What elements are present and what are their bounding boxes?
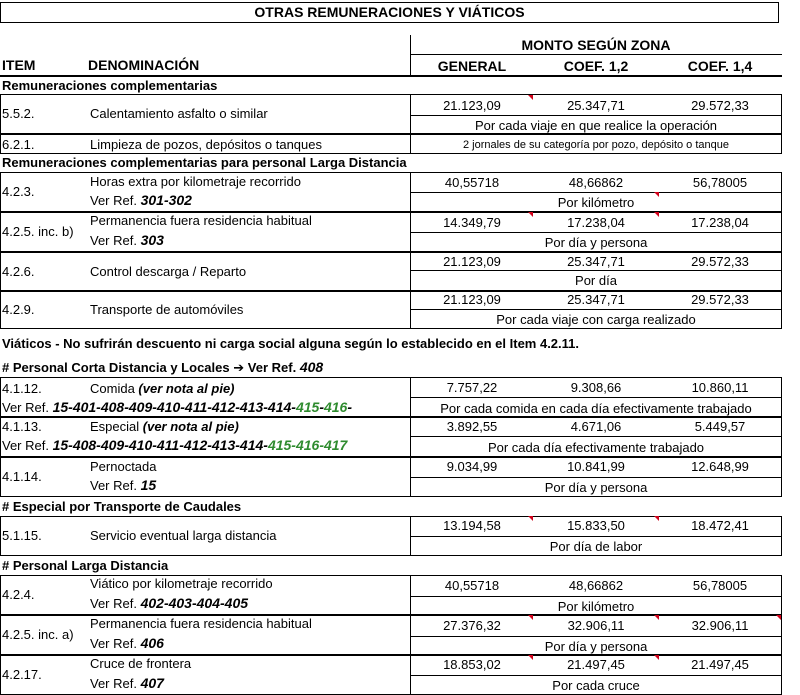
unit-note: Por día [575,273,617,288]
comment-marker [528,212,533,217]
value-coef12: 4.671,06 [570,419,622,434]
header-bottom-rule [0,75,782,77]
unit-note: Por día de labor [549,539,643,554]
rule [410,192,782,193]
rule [410,232,782,233]
unit-note: 2 jornales de su categoría por pozo, depósito o tanque [462,139,730,151]
header-coef14: COEF. 1,4 [687,58,753,74]
item-code: 4.2.5. inc. a) [2,627,74,642]
denomination: Calentamiento asfalto o similar [90,106,268,121]
denomination: Control descarga / Reparto [90,264,247,279]
section-larga-distancia: Remuneraciones complementarias para personal Larga Distancia [2,155,407,170]
value-general: 21.123,09 [443,292,501,307]
denomination: Especial (ver nota al pie) [90,419,239,434]
section-caudales: # Especial por Transporte de Caudales [2,499,242,514]
denomination: Pernoctada [90,459,157,474]
reference: Ver Ref. 15 [90,477,157,493]
header-coef12: COEF. 1,2 [563,58,629,74]
value-coef14: 29.572,33 [691,254,749,269]
value-coef14: 56,78005 [692,578,748,593]
comment-marker [528,95,533,100]
item-code: 4.1.14. [2,469,42,484]
rule [410,115,782,116]
reference: Ver Ref. 15-401-408-409-410-411-412-413-414-415-416- [2,399,353,415]
reference: Ver Ref. 301-302 [90,192,192,208]
unit-note: Por cada día efectivamente trabajado [487,440,705,455]
unit-note: Por kilómetro [557,599,635,614]
unit-note: Por cada viaje en que realice la operación [474,118,718,133]
value-coef14: 29.572,33 [691,98,749,113]
value-coef12: 25.347,71 [567,292,625,307]
unit-note: Por día y persona [544,639,648,654]
header-general: GENERAL [437,58,507,74]
rule [410,309,782,310]
reference: Ver Ref. 402-403-404-405 [90,595,249,611]
denomination: Horas extra por kilometraje recorrido [90,174,301,189]
denomination: Limpieza de pozos, depósitos o tanques [90,137,322,152]
value-general: 21.123,09 [443,254,501,269]
item-code: 4.1.12. [2,381,42,396]
unit-note: Por día y persona [544,235,648,250]
rule [410,636,782,637]
value-general: 18.853,02 [443,657,501,672]
table-title: OTRAS REMUNERACIONES Y VIÁTICOS [0,2,779,23]
comment-marker [654,192,659,197]
value-coef14: 32.906,11 [691,618,749,633]
denomination: Servicio eventual larga distancia [90,528,277,543]
rule [410,477,782,478]
value-coef12: 32.906,11 [567,618,625,633]
denomination: Permanencia fuera residencia habitual [90,616,312,631]
value-coef14: 18.472,41 [691,518,749,533]
value-coef12: 17.238,04 [567,215,625,230]
unit-note: Por kilómetro [557,195,635,210]
value-general: 21.123,09 [443,98,501,113]
item-code: 5.1.15. [2,528,42,543]
header-denominacion: DENOMINACIÓN [88,57,200,73]
unit-note: Por día y persona [544,480,648,495]
denomination: Permanencia fuera residencia habitual [90,213,312,228]
value-coef14: 12.648,99 [691,459,749,474]
header-item: ITEM [2,57,36,73]
item-code: 4.2.17. [2,667,42,682]
arrow-right-icon: ➔ [233,360,245,375]
rule [410,675,782,676]
denomination: Cruce de frontera [90,656,192,671]
value-coef14: 10.860,11 [691,380,749,395]
value-general: 3.892,55 [446,419,498,434]
header-rule [410,54,782,55]
value-coef14: 5.449,57 [694,419,746,434]
header-monto: MONTO SEGÚN ZONA [521,37,671,53]
value-coef12: 48,66862 [568,578,624,593]
value-coef12: 25.347,71 [567,254,625,269]
rule [410,596,782,597]
rule [410,270,782,271]
item-code: 4.1.13. [2,419,42,434]
item-code: 4.2.4. [2,587,35,602]
value-coef14: 17.238,04 [691,215,749,230]
item-code: 5.5.2. [2,106,35,121]
comment-marker [528,655,533,660]
denomination: Comida (ver nota al pie) [90,381,235,396]
value-coef14: 21.497,45 [691,657,749,672]
reference: Ver Ref. 406 [90,635,164,651]
denomination: Viático por kilometraje recorrido [90,576,273,591]
reference: Ver Ref. 303 [90,232,164,248]
value-coef12: 10.841,99 [567,459,625,474]
value-general: 40,55718 [444,175,500,190]
value-general: 40,55718 [444,578,500,593]
section-personal-larga-distancia: # Personal Larga Distancia [2,558,169,573]
item-code: 4.2.9. [2,302,35,317]
comment-marker [528,516,533,521]
item-code: 4.2.3. [2,184,35,199]
item-code: 6.2.1. [2,137,35,152]
rule [410,436,782,437]
comment-marker [776,615,781,620]
value-general: 14.349,79 [443,215,501,230]
value-coef12: 25.347,71 [567,98,625,113]
section-remuneraciones: Remuneraciones complementarias [2,78,218,93]
value-coef12: 9.308,66 [570,380,622,395]
rule [410,536,782,537]
unit-note: Por cada viaje con carga realizado [496,312,696,327]
unit-note: Por cada comida en cada día efectivamente trabajado [440,401,752,416]
rule [410,397,782,398]
section-corta-distancia: # Personal Corta Distancia y Locales ➔ Ver Ref. 408 [2,359,324,375]
value-general: 13.194,58 [443,518,501,533]
value-coef12: 15.833,50 [567,518,625,533]
value-general: 9.034,99 [446,459,498,474]
value-general: 27.376,32 [443,618,501,633]
value-coef12: 48,66862 [568,175,624,190]
value-coef14: 56,78005 [692,175,748,190]
item-code: 4.2.5. inc. b) [2,224,74,239]
unit-note: Por cada cruce [552,678,640,693]
reference: Ver Ref. 407 [90,675,164,691]
reference: Ver Ref. 15-408-409-410-411-412-413-414-415-416-417 [2,437,348,453]
comment-marker [528,615,533,620]
item-code: 4.2.6. [2,264,35,279]
value-general: 7.757,22 [446,380,498,395]
section-viaticos: Viáticos - No sufrirán descuento ni carga social alguna según lo establecido en el Item 4.2.11. [2,336,580,351]
denomination: Transporte de automóviles [90,302,244,317]
value-coef12: 21.497,45 [567,657,625,672]
value-coef14: 29.572,33 [691,292,749,307]
